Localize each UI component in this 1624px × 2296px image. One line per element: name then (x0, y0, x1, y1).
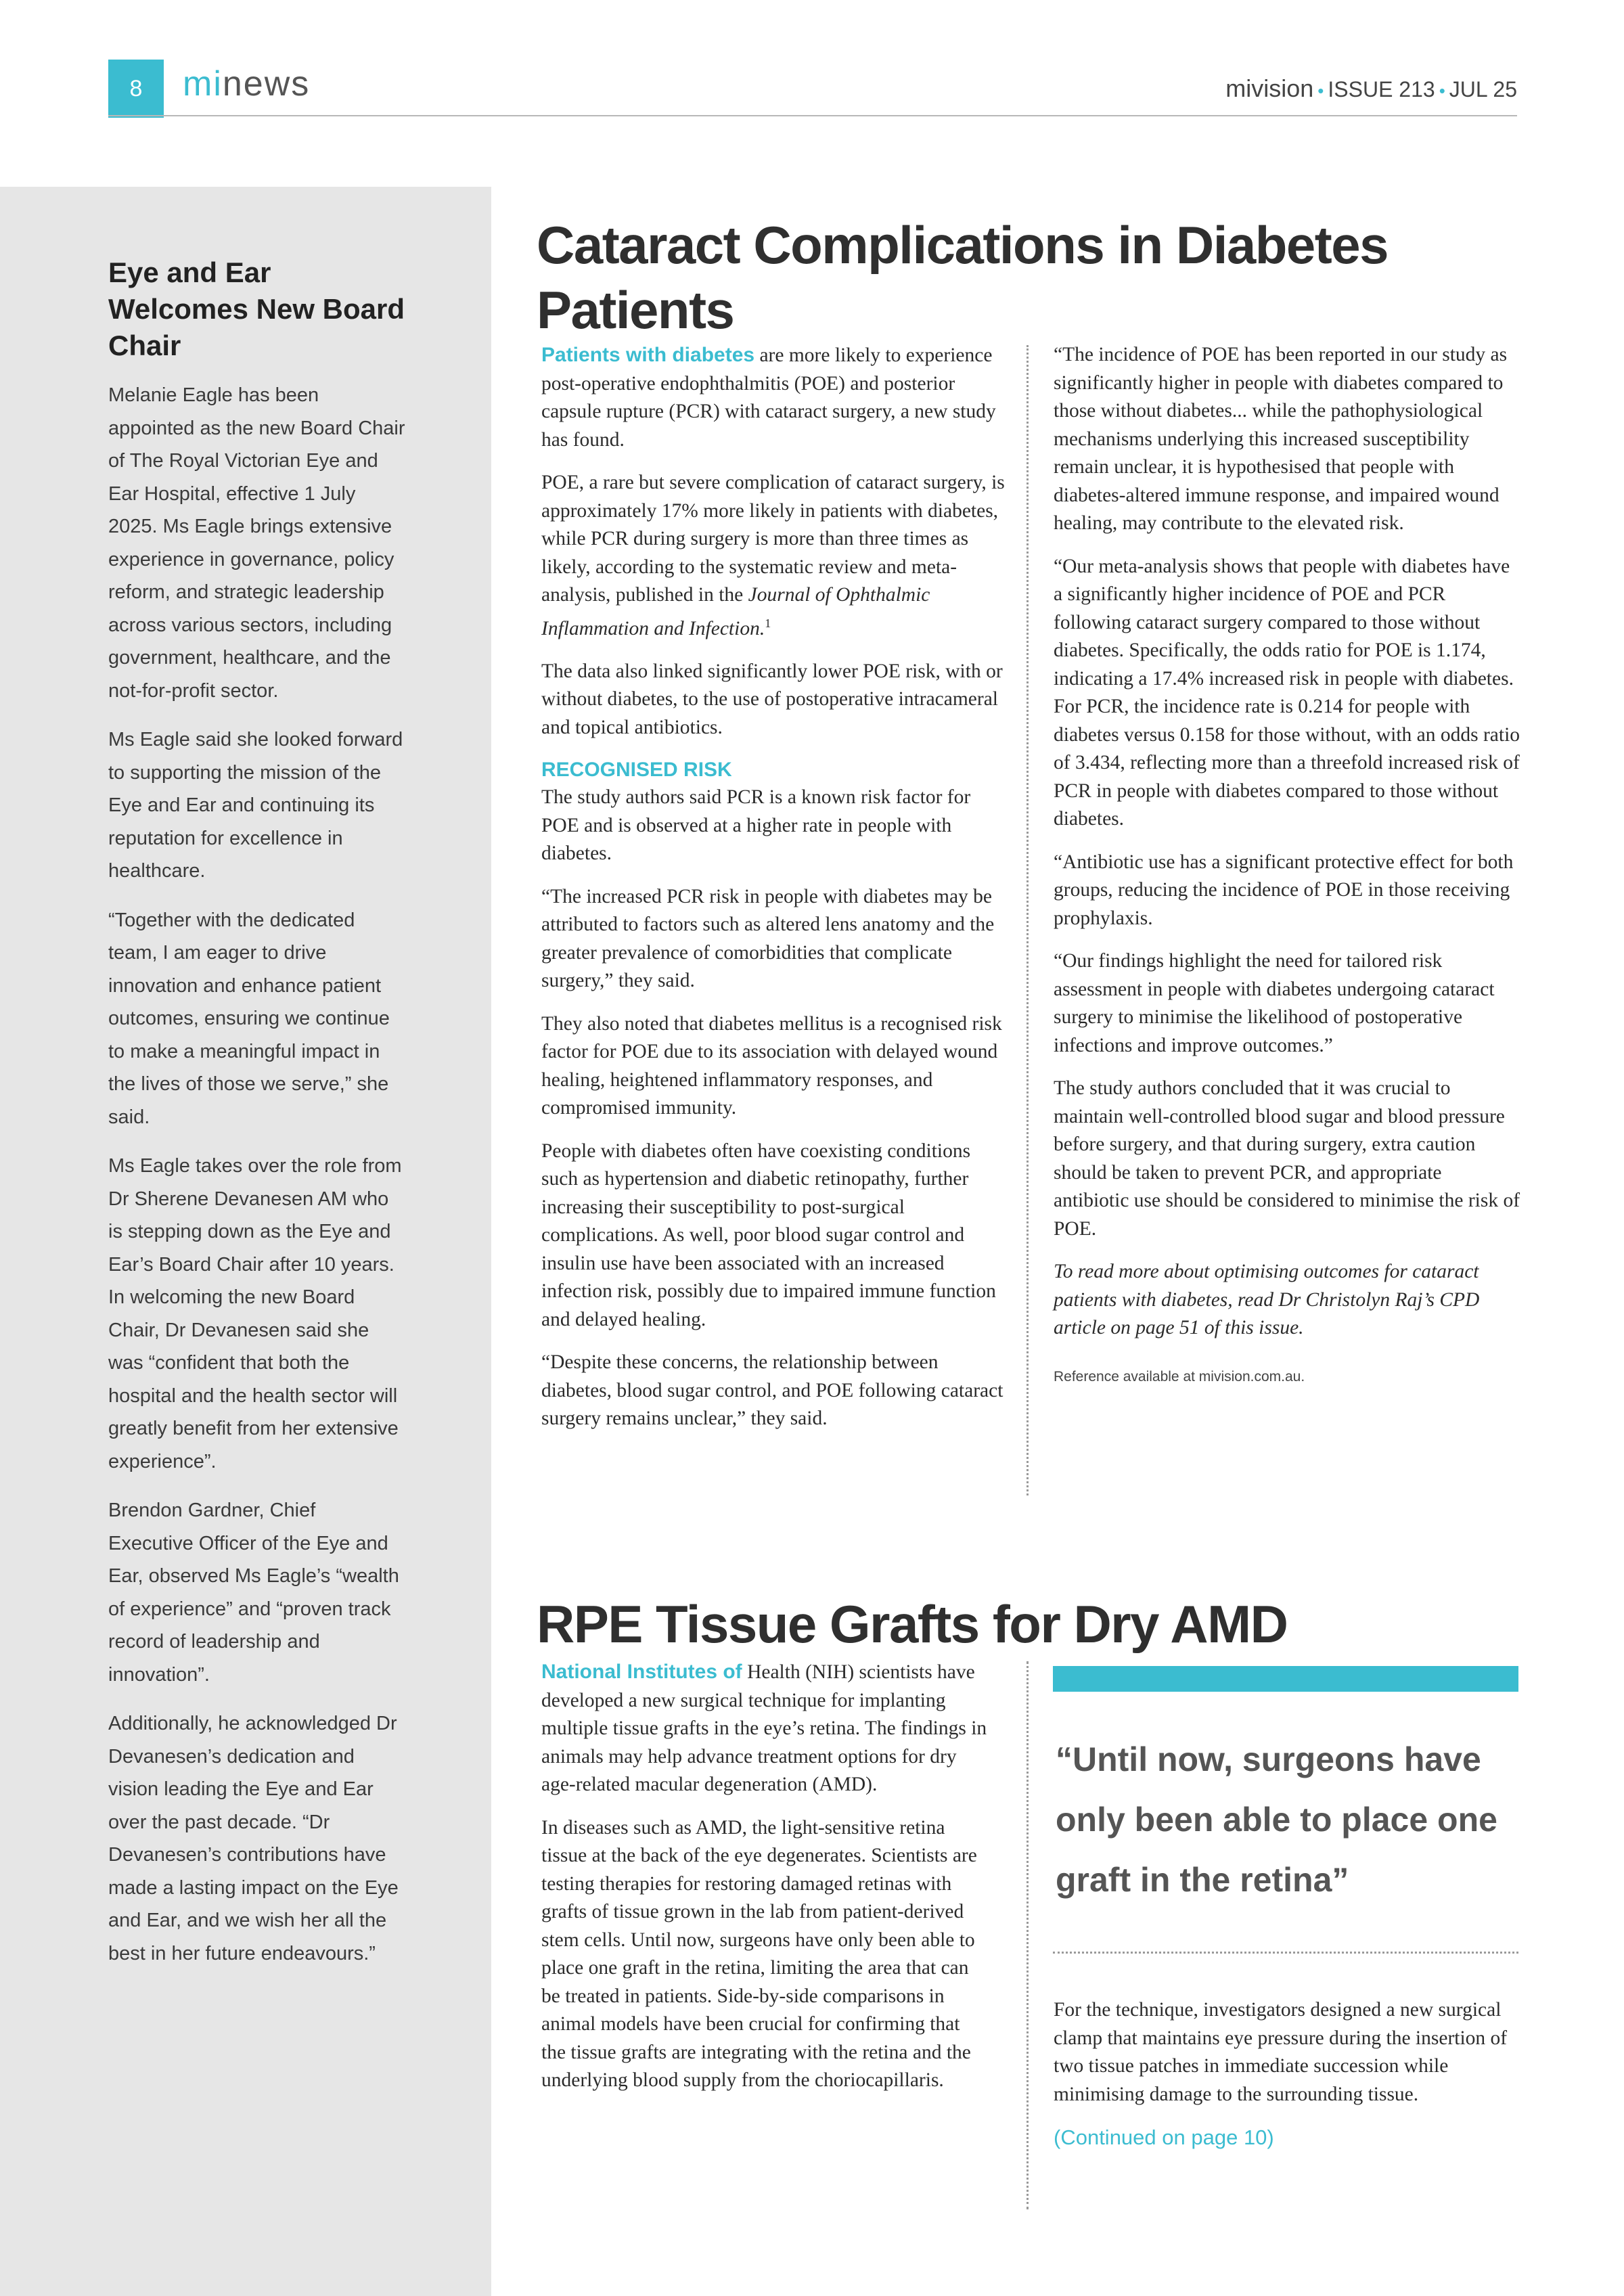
journal-name: Journal of Ophthalmic Inflammation and Infection. (541, 584, 930, 639)
article2-lead: National Institutes of (541, 1661, 742, 1683)
footnote-marker: 1 (765, 616, 771, 630)
sidebar-panel (0, 187, 491, 2296)
page-number: 8 (108, 60, 164, 118)
sidebar-paragraph: Ms Eagle said she looked forward to supporting the mission of the Eye and Ear and continuing its reputation for excellence in healthcare. (108, 729, 403, 882)
site-name: mivision (1225, 74, 1314, 102)
article1-paragraph: “The increased PCR risk in people with diabetes may be attributed to factors such as altered lens anatomy and the greater prevalence of comorbidities that complicate surgery,” they said. (541, 885, 995, 992)
continued-link[interactable]: (Continued on page 10) (1054, 2125, 1274, 2149)
article1-paragraph (541, 469, 1008, 643)
article1-paragraph: The data also linked significantly lower POE risk, with or without diabetes, to the use of postoperative intracameral and topical antibiotics. (541, 660, 1003, 738)
issue-number: ISSUE 213 (1328, 77, 1435, 102)
article2-headline: RPE Tissue Grafts for Dry AMD (537, 1594, 1288, 1655)
issue-date: JUL 25 (1449, 77, 1517, 102)
article1-paragraph: People with diabetes often have coexisting conditions such as hypertension and diabetic retinopathy, further increasing their susceptibility to post-surgical complications. As well, poor blood sugar control and insulin use have been associated with an increased infection risk, possibly due to impaired immune function and delayed healing. (541, 1140, 996, 1330)
article1-paragraph: “Our findings highlight the need for tailored risk assessment in people with diabetes undergoing cataract surgery to minimise the likelihood of postoperative infections and improve outcomes.” (1054, 950, 1495, 1056)
issue-info (1225, 74, 1517, 103)
article2-paragraph: For the technique, investigators designed a new surgical clamp that maintains eye pressure during the insertion of two tissue patches in immediate succession while minimising damage to the surrounding tissue. (1054, 1999, 1508, 2105)
brand-prefix: mi (183, 64, 223, 104)
pull-quote-bar (1053, 1666, 1518, 1692)
article2-paragraph (541, 1658, 988, 1799)
separator-dot: • (1317, 81, 1324, 101)
section-brand (183, 64, 310, 104)
sidebar-article (108, 254, 406, 1986)
separator-dot: • (1439, 81, 1445, 101)
article1-paragraph: They also noted that diabetes mellitus is a recognised risk factor for POE due to its association with delayed wound healing, heightened inflammatory responses, and compromised immunity. (541, 1012, 1002, 1119)
article1-paragraph: “Despite these concerns, the relationship between diabetes, blood sugar control, and POE following cataract surgery remains unclear,” they said. (541, 1351, 1003, 1430)
article1-paragraph: “Our meta-analysis shows that people with diabetes have a significantly higher incidence of POE and PCR following cataract surgery compared to those without diabetes. Specifically, the odds ratio for POE is 1.174, indicating a 17.4% increased risk in people with diabetes. For PCR, the incidence rate is 0.214 for people with diabetes versus 0.158 for those without, with an odds ratio of 3.434, reflecting more than a threefold increased risk of PCR in people with diabetes compared to those without diabetes. (1054, 555, 1520, 830)
article2-paragraph: In diseases such as AMD, the light-sensitive retina tissue at the back of the eye degenerates. Scientists are testing therapies for restoring damaged retinas with grafts of tissue grown in the lab from patient-derived stem cells. Until now, surgeons have only been able to place one graft in the retina, limiting the area that can be treated in patients. Side-by-side comparisons in animal models have been crucial for confirming that the tissue grafts are integrating with the retina and the underlying blood supply from the choriocapillaris. (541, 1816, 977, 2091)
sidebar-paragraph: Ms Eagle takes over the role from Dr Sherene Devanesen AM who is stepping down as the Eye and Ear’s Board Chair after 10 years. In welcoming the new Board Chair, Dr Devanesen said she was “confident that both the hospital and the health sector will greatly benefit from her extensive experience”. (108, 1155, 402, 1472)
article1-lead: Patients with diabetes (541, 344, 755, 366)
article1-p1-text: are more likely to experience post-operative endophthalmitis (POE) and posterior capsule rupture (PCR) with cataract surgery, a new study has found. (541, 344, 996, 451)
pull-quote: “Until now, surgeons have only been able to place one graft in the retina” (1056, 1740, 1497, 1899)
article2-column-left (541, 1658, 988, 2110)
article1-column-right (1054, 341, 1520, 1391)
article1-paragraph (541, 341, 1008, 454)
pull-quote-divider (1053, 1952, 1518, 1954)
cross-reference-note: To read more about optimising outcomes for cataract patients with diabetes, read Dr Christolyn Raj’s CPD article on page 51 of this issue. (1054, 1261, 1480, 1338)
header-divider (108, 115, 1517, 116)
article1-paragraph: The study authors said PCR is a known risk factor for POE and is observed at a higher rate in people with diabetes. (541, 786, 971, 865)
article1-p2-text: POE, a rare but severe complication of cataract surgery, is approximately 17% more likely in patients with diabetes, while PCR during surgery is more than three times as likely, according to the systematic review and meta-analysis, published in the (541, 472, 1005, 606)
sidebar-paragraph: Brendon Gardner, Chief Executive Officer of the Eye and Ear, observed Ms Eagle’s “wealth of experience” and “proven track record of leadership and innovation”. (108, 1500, 399, 1686)
column-divider (1027, 345, 1029, 1495)
article2-p1-text: Health (NIH) scientists have developed a new surgical technique for implanting multiple tissue grafts in the eye’s retina. The findings in animals may help advance treatment options for dry age-related macular degeneration (AMD). (541, 1661, 987, 1795)
sidebar-paragraph: “Together with the dedicated team, I am eager to drive innovation and enhance patient outcomes, ensuring we continue to make a meaningful impact in the lives of those we serve,” she said. (108, 909, 390, 1128)
article2-column-right (1054, 1996, 1520, 2152)
brand-suffix: news (222, 64, 311, 104)
sidebar-paragraph: Melanie Eagle has been appointed as the new Board Chair of The Royal Victorian Eye and Ear Hospital, effective 1 July 2025. Ms Eagle brings extensive experience in governance, policy reform, and strategic leadership across various sectors, including government, healthcare, and the not-for-profit sector. (108, 384, 405, 702)
article1-headline: Cataract Complications in Diabetes Patients (537, 215, 1389, 340)
article1-column-left (541, 341, 1008, 1448)
article1-paragraph: “Antibiotic use has a significant protective effect for both groups, reducing the incidence of POE in those receiving prophylaxis. (1054, 851, 1514, 929)
sidebar-paragraph: Additionally, he acknowledged Dr Devanesen’s dedication and vision leading the Eye and Ear over the past decade. “Dr Devanesen’s contributions have made a lasting impact on the Eye and Ear, and we wish her all the best in her future endeavours.” (108, 1713, 399, 1964)
article1-subhead: RECOGNISED RISK (541, 759, 732, 782)
article1-paragraph: The study authors concluded that it was crucial to maintain well-controlled blood sugar and blood pressure before surgery, and that during surgery, extra caution should be taken to prevent PCR, and appropriate antibiotic use should be considered to minimise the risk of POE. (1054, 1077, 1520, 1240)
reference-note: Reference available at mivision.com.au. (1054, 1368, 1305, 1385)
column-divider (1027, 1661, 1029, 2209)
sidebar-title: Eye and Ear Welcomes New Board Chair (108, 256, 405, 361)
article1-paragraph: “The incidence of POE has been reported in our study as significantly higher in people with diabetes compared to those without diabetes... while the pathophysiological mechanisms underlying this increased susceptibility remain unclear, it is hypothesised that people with diabetes-altered immune response, and impaired wound healing, may contribute to the elevated risk. (1054, 344, 1508, 534)
